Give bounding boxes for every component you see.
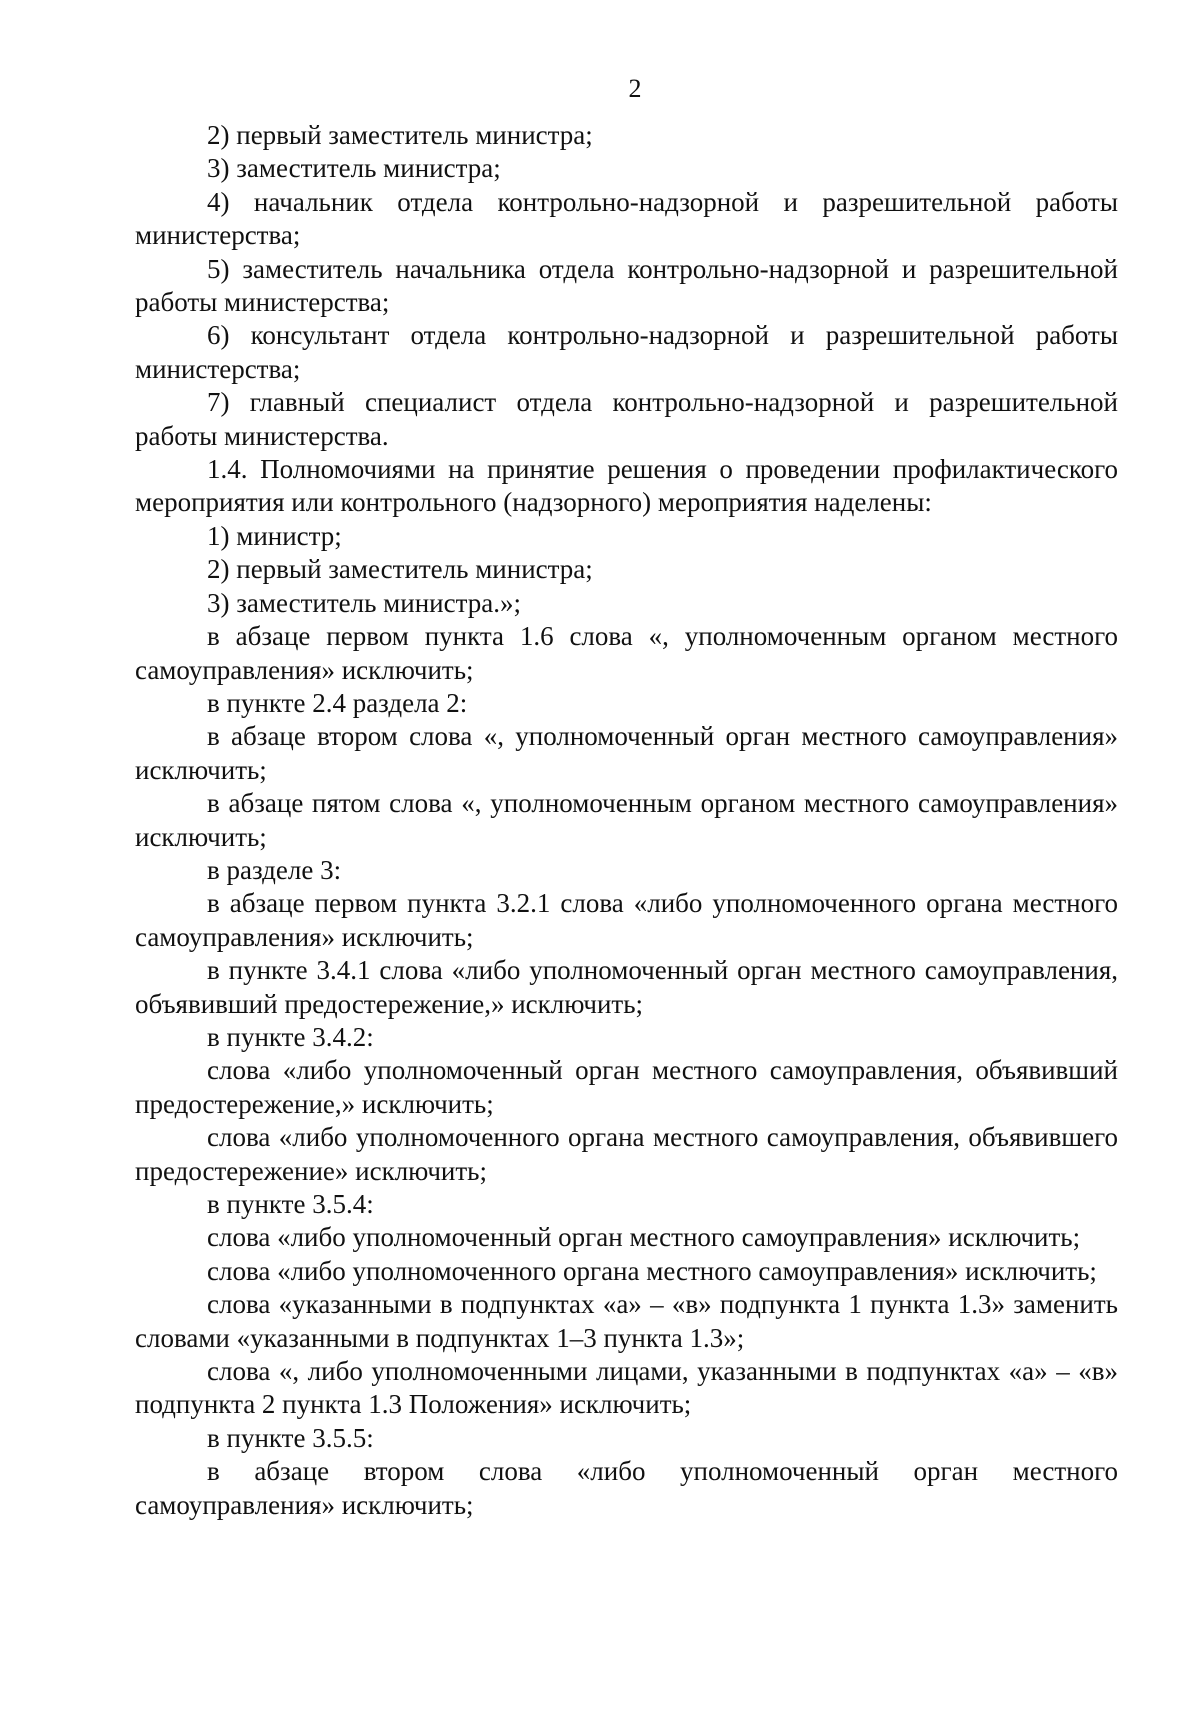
amendment-paragraph: в пункте 3.4.1 слова «либо уполномоченный орган местного самоуправления, объявивший предостережение,» исключить; (135, 955, 1118, 1019)
amendment-paragraph: в абзаце первом пункта 1.6 слова «, уполномоченным органом местного самоуправления» исключить; (135, 621, 1118, 685)
list-item: 4) начальник отдела контрольно-надзорной и разрешительной работы министерства; (135, 186, 1118, 251)
amendment-paragraph: в абзаце пятом слова «, уполномоченным органом местного самоуправления» исключить; (135, 788, 1118, 852)
amendment-paragraph: слова «либо уполномоченного органа местного самоуправления» исключить; (207, 1255, 1097, 1286)
amendment-paragraph: слова «указанными в подпунктах «а» – «в» подпункта 1 пункта 1.3» заменить словами «указанными в подпунктах 1–3 пункта 1.3»; (135, 1289, 1118, 1353)
amendment-paragraph: в абзаце втором слова «либо уполномоченный орган местного самоуправления» исключить; (135, 1456, 1118, 1520)
list-item: 7) главный специалист отдела контрольно-надзорной и разрешительной работы министерства. (135, 387, 1118, 451)
amendment-heading: в пункте 2.4 раздела 2: (207, 687, 468, 718)
amendment-paragraph: в абзаце первом пункта 3.2.1 слова «либо уполномоченного органа местного самоуправления» исключить; (135, 888, 1118, 952)
section-paragraph: 1.4. Полномочиями на принятие решения о проведении профилактического мероприятия или контрольного (надзорного) мероприятия наделены: (135, 454, 1118, 518)
amendment-heading: в разделе 3: (207, 854, 342, 885)
list-item: 2) первый заместитель министра; (207, 120, 593, 150)
amendment-heading: в пункте 3.5.4: (207, 1189, 374, 1219)
list-item: 6) консультант отдела контрольно-надзорной и разрешительной работы министерства; (135, 320, 1118, 384)
list-item: 3) заместитель министра; (207, 153, 501, 184)
amendment-paragraph: слова «либо уполномоченный орган местного самоуправления» исключить; (207, 1222, 1081, 1253)
amendment-paragraph: в абзаце втором слова «, уполномоченный орган местного самоуправления» исключить; (135, 721, 1118, 785)
list-item: 1) министр; (207, 520, 342, 551)
amendment-paragraph: слова «, либо уполномоченными лицами, указанными в подпунктах «а» – «в» подпункта 2 пункта 1.3 Положения» исключить; (135, 1356, 1118, 1420)
document-body (135, 119, 1118, 1522)
list-item: 3) заместитель министра.»; (207, 587, 521, 618)
list-item: 5) заместитель начальника отдела контрольно-надзорной и разрешительной работы министерства; (135, 253, 1118, 318)
amendment-paragraph: слова «либо уполномоченного органа местного самоуправления, объявившего предостережение» исключить; (135, 1122, 1118, 1186)
page-number: 2 (628, 74, 642, 103)
amendment-heading: в пункте 3.4.2: (207, 1021, 374, 1052)
amendment-paragraph: слова «либо уполномоченный орган местного самоуправления, объявивший предостережение,» исключить; (135, 1055, 1118, 1119)
amendment-heading: в пункте 3.5.5: (207, 1422, 374, 1453)
list-item: 2) первый заместитель министра; (207, 554, 593, 585)
